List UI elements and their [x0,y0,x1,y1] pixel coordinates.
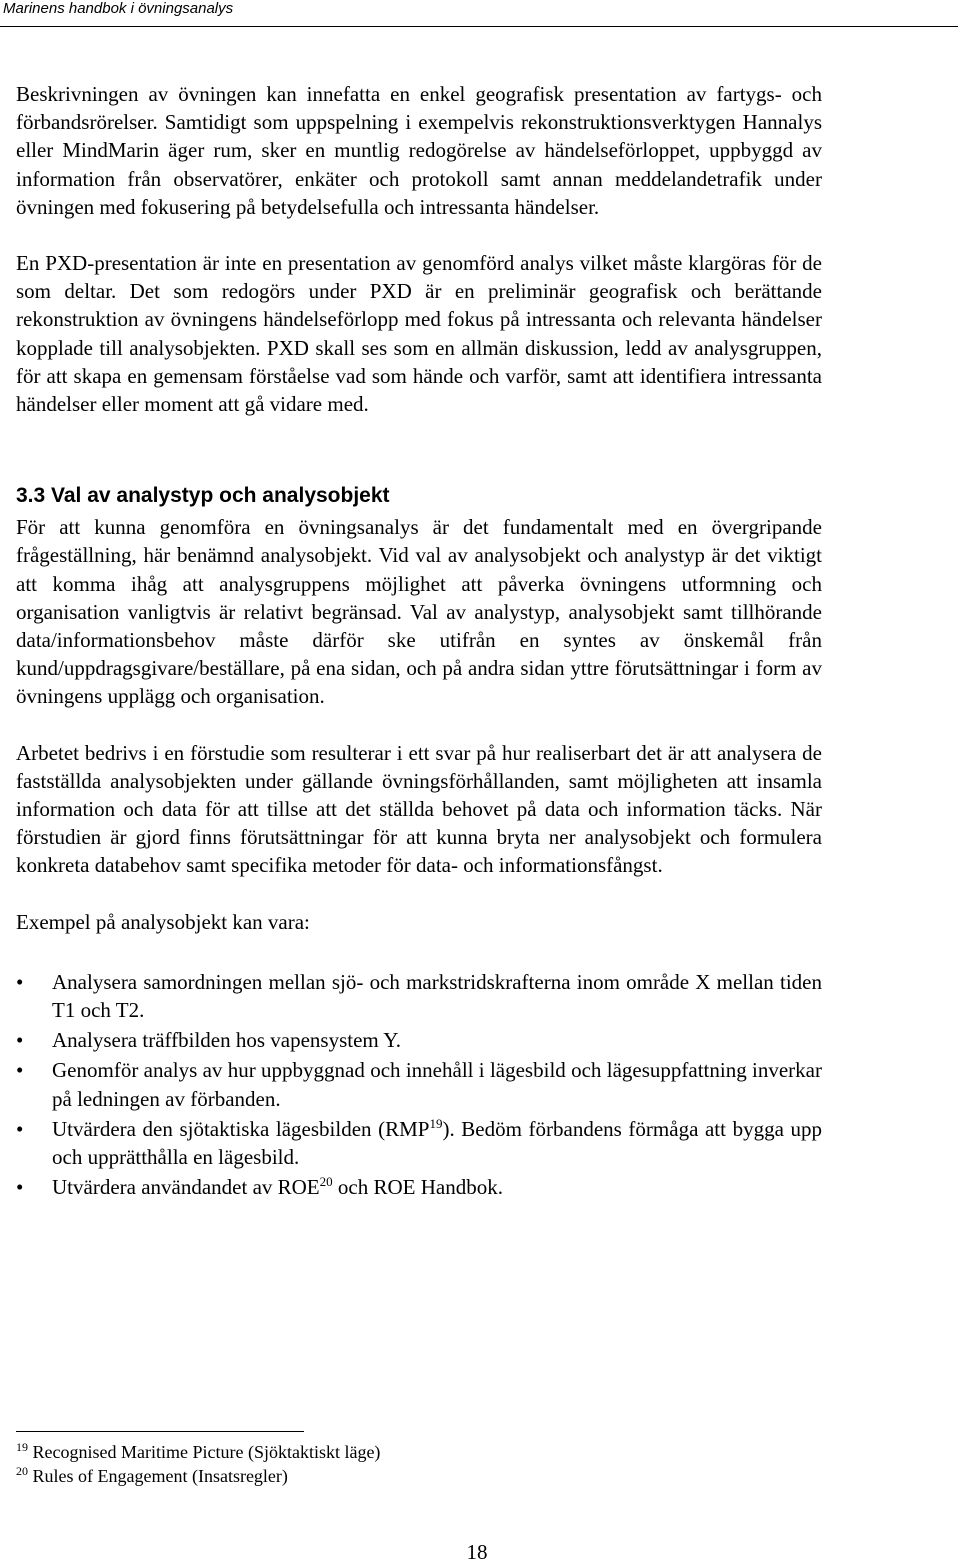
footnotes [16,1440,822,1488]
list-item-text-end: ). Bedöm förbandens förmåga att bygga upp och upprätthålla en lägesbild. [52,1116,822,1170]
footnote-ref-20[interactable]: 20 [319,1174,333,1190]
list-item-text: Genomför analys av hur uppbyggnad och innehåll i lägesbild och lägesuppfattning inverkar på ledningen av förbanden. [52,1058,822,1111]
section-heading: 3.3 Val av analystyp och analysobjekt [16,484,390,508]
list-item-text-start: Utvärdera användandet av ROE [52,1175,320,1200]
page-header [0,0,958,27]
bullet-icon: • [16,1175,24,1200]
footnote-ref-19[interactable]: 19 [429,1116,443,1132]
bullet-icon: • [16,969,24,994]
list-item [16,1026,822,1054]
example-list [16,968,822,1202]
bullet-icon: • [16,1028,24,1053]
paragraph-analysis-object: För att kunna genomföra en övningsanalys är det fundamentalt med en övergripande frågeställning, här benämnd analysobjekt. Vid val av analysobjekt och analystyp är det viktigt att komma ihåg att analysgruppens möjlighet att påverka övningens utformning och organisation vanligtvis är relativt begränsad. Val av analystyp, analysobjekt samt tillhörande data/informationsbehov måste därför ske utifrån en syntes av önskemål från kund/uppdragsgivare/beställare, på ena sidan, och på andra sidan yttre förutsättningar i form av övningens upplägg och organisation. [16,515,822,709]
paragraph-pre-study: Arbetet bedrivs i en förstudie som resulterar i ett svar på hur realiserbart det är att analysera de fastställda analysobjekten under gällande övningsförhållanden, samt möjligheten att insamla information och data för att tillse att det ställda behovet på data och information täcks. När förstudien är gjord finns förutsättningar för att kunna bryta ner analysobjekt och formulera konkreta databehov samt specifika metoder för data- och informationsfångst. [16,740,822,878]
header-title: Marinens handbok i övningsanalys [3,0,234,17]
list-item-text: Analysera träffbilden hos vapensystem Y. [52,1028,401,1053]
page-number: 18 [466,1540,488,1564]
paragraph-exercise-description: Beskrivningen av övningen kan innefatta en enkel geografisk presentation av fartygs- och förbandsrörelser. Samtidigt som uppspelning i exempelvis rekonstruktionsverktygen Hannalys eller MindMarin äger rum, sker en muntlig redogörelse av händelseförloppet, uppbyggd av information från observatörer, enkäter och protokoll samt annan meddelandetrafik under övningen med fokusering på betydelsefulla och intressanta händelser. [16,82,822,219]
footnote-text: Rules of Engagement (Insatsregler) [28,1466,288,1486]
list-item [16,1115,822,1171]
footnote-number: 19 [16,1439,28,1454]
main-content [16,80,822,1204]
list-item-text-end: och ROE Handbok. [332,1175,503,1200]
list-item [16,1173,822,1201]
list-item-text-start: Utvärdera den sjötaktiska lägesbilden (RMP [52,1116,430,1141]
footnote-19 [16,1440,822,1464]
footnote-text: Recognised Maritime Picture (Sjöktaktiskt läge) [28,1442,381,1462]
list-item [16,1056,822,1112]
bullet-icon: • [16,1116,24,1141]
bullet-icon: • [16,1058,24,1083]
list-item [16,968,822,1024]
list-item-text: Analysera samordningen mellan sjö- och markstridskrafterna inom område X mellan tiden T1 och T2. [52,969,822,1023]
paragraph-pxd-presentation: En PXD-presentation är inte en presentation av genomförd analys vilket måste klargöras för de som deltar. Det som redogörs under PXD är en preliminär geografisk och berättande rekonstruktion av övningens händelseförlopp med fokus på intressanta och relevanta händelser kopplade till analysobjekten. PXD skall ses som en allmän diskussion, ledd av analysgruppen, för att skapa en gemensam förståelse vad som hände och varför, samt att identifiera intressanta händelser eller moment att gå vidare med. [16,251,822,417]
footnote-divider [16,1431,304,1432]
paragraph-examples-intro: Exempel på analysobjekt kan vara: [16,909,310,934]
footnote-20 [16,1464,822,1488]
footnote-number: 20 [16,1463,28,1478]
